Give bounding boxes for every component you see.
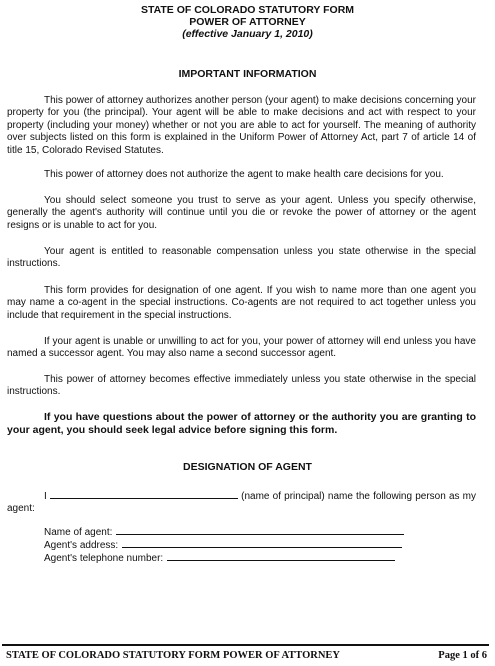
page-number: Page 1 of 6 — [438, 650, 487, 661]
agent-address-field[interactable] — [122, 538, 402, 548]
paragraph-successor-agent: If your agent is unable or unwilling to act for you, your power of attorney will end unless you have named a successor agent. You may also name a second successor agent. — [7, 336, 476, 360]
paragraph-select-agent: You should select someone you trust to serve as your agent. Unless you specify otherwise, generally the agent's authority will continue until you die or revoke the power of attorney or the agent resigns or is unable to act for you. — [7, 195, 476, 231]
form-title: POWER OF ATTORNEY — [189, 16, 306, 28]
principal-statement-text: (name of principal) name the following person as my agent: — [7, 491, 477, 515]
paragraph-authorization: This power of attorney authorizes another person (your agent) to make decisions concerning your property for you (the principal). Your agent will be able to make decisions and act with respect to your property (including your money) whether or not you are able to act for yourself. The meaning of authority over subjects listed on this form is explained in the Uniform Power of Attorney Act, part 7 of article 14 of title 15, Colorado Revised Statutes. — [7, 95, 476, 156]
agent-name-row — [44, 525, 404, 539]
effective-date: (effective January 1, 2010) — [182, 28, 313, 40]
agent-name-label: Name of agent: — [44, 527, 113, 538]
paragraph-legal-advice: If you have questions about the power of attorney or the authority you are granting to your agent, you should seek legal advice before signing this form. — [7, 411, 476, 436]
footer-form-name: STATE OF COLORADO STATUTORY FORM POWER OF ATTORNEY — [6, 650, 341, 661]
agent-phone-row — [44, 551, 395, 565]
designation-of-agent-heading: DESIGNATION OF AGENT — [183, 461, 312, 473]
paragraph-co-agent: This form provides for designation of one agent. If you wish to name more than one agent you may name a co-agent in the special instructions. Co-agents are not required to act together unless you include that requirement in the special instructions. — [7, 285, 476, 321]
agent-name-field[interactable] — [116, 525, 404, 535]
paragraph-health-care: This power of attorney does not authorize the agent to make health care decisions for you. — [44, 169, 444, 180]
agent-address-row — [44, 538, 402, 552]
principal-pronoun: I — [44, 491, 47, 502]
agent-address-label: Agent's address: — [44, 540, 119, 551]
paragraph-effective: This power of attorney becomes effective immediately unless you state otherwise in the special instructions. — [7, 374, 476, 398]
principal-name-field[interactable] — [50, 488, 238, 499]
principal-statement — [7, 488, 476, 516]
paragraph-compensation: Your agent is entitled to reasonable compensation unless you state otherwise in the special instructions. — [7, 246, 476, 270]
important-information-heading: IMPORTANT INFORMATION — [178, 68, 317, 80]
agent-phone-field[interactable] — [167, 551, 395, 561]
footer-divider — [2, 644, 489, 646]
agent-phone-label: Agent's telephone number: — [44, 553, 164, 564]
form-title-state: STATE OF COLORADO STATUTORY FORM — [140, 4, 355, 16]
